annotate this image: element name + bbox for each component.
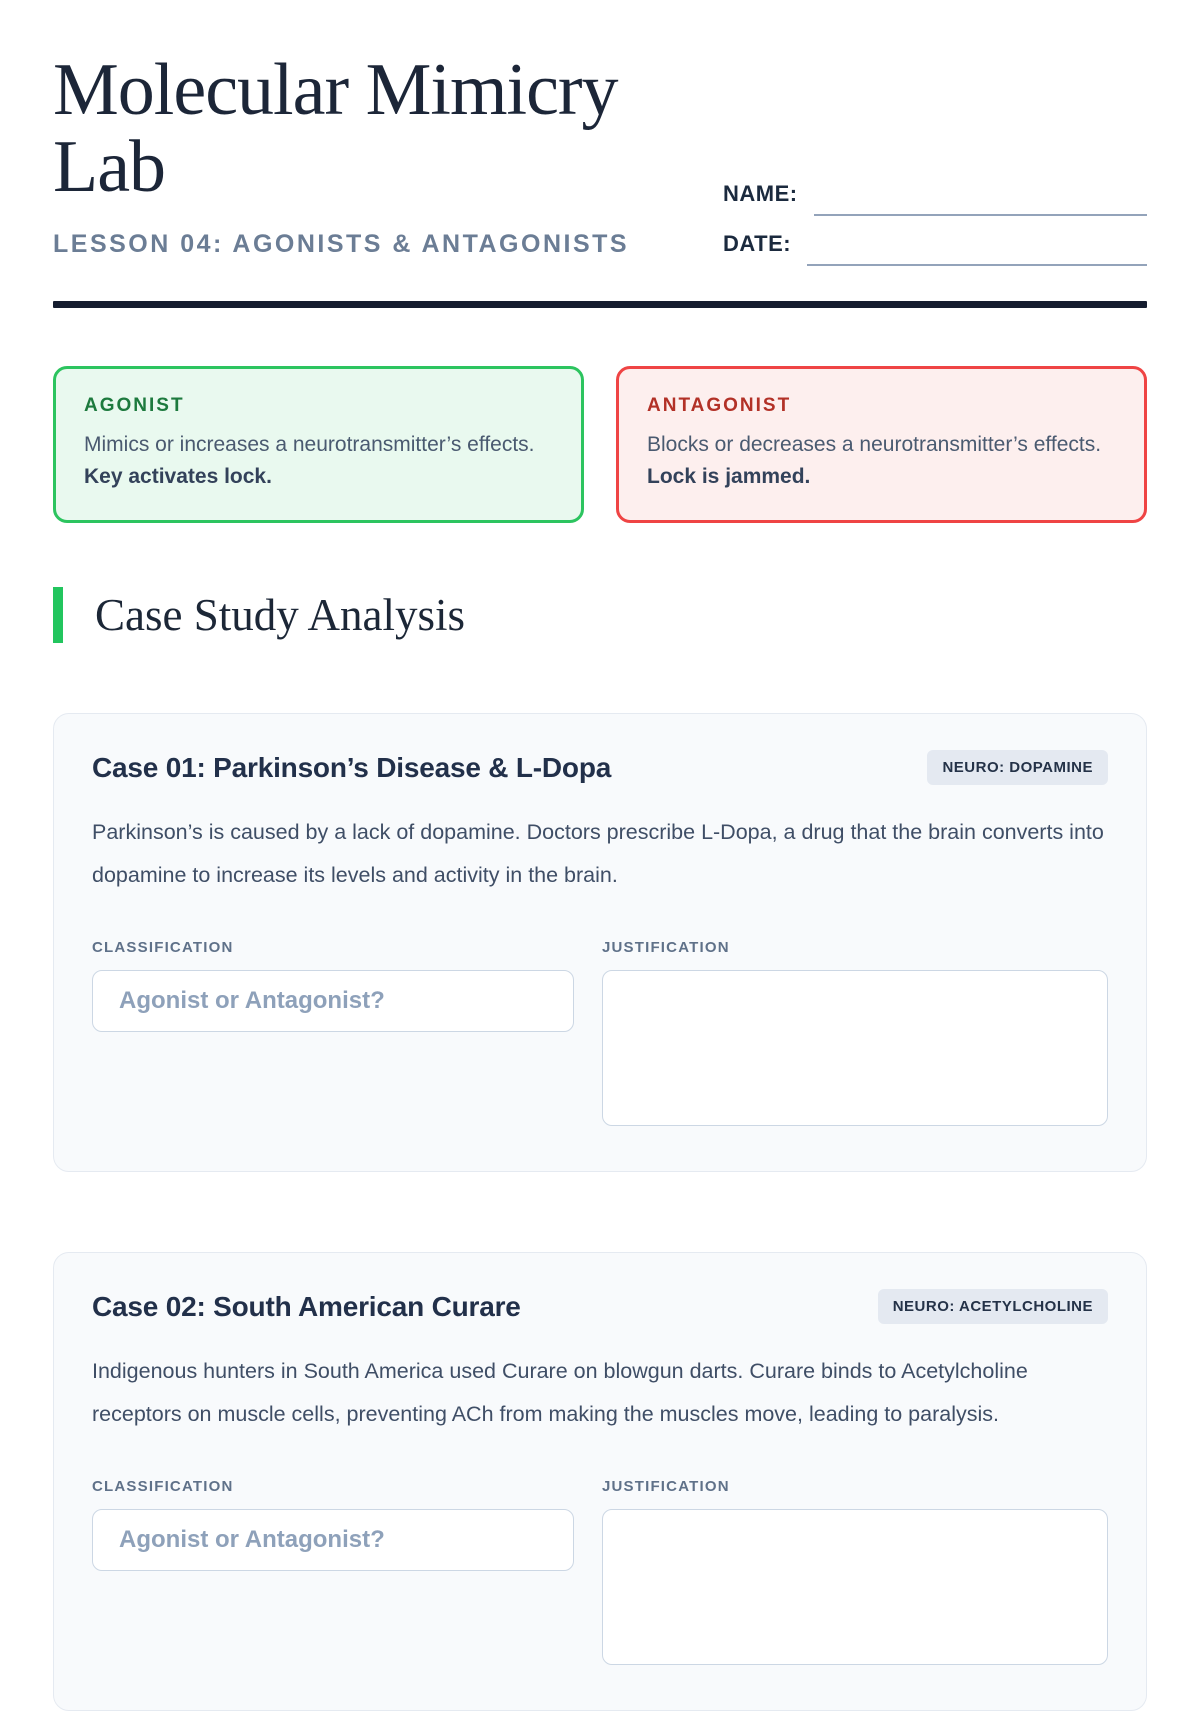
lesson-subtitle: LESSON 04: AGONISTS & ANTAGONISTS xyxy=(53,229,630,258)
section-title: Case Study Analysis xyxy=(95,590,466,640)
case-01-justification-field xyxy=(602,939,1108,1131)
case-01-body: Parkinson’s is caused by a lack of dopamine. Doctors prescribe L-Dopa, a drug that the brain converts into dopamine to increase its levels and activity in the brain. xyxy=(92,820,1104,887)
case-02-fields xyxy=(92,1478,1108,1670)
case-01-justification-textarea[interactable] xyxy=(602,970,1108,1126)
case-02-body: Indigenous hunters in South America used Curare on blowgun darts. Curare binds to Acetylcholine receptors on muscle cells, preventing ACh from making the muscles move, leading to paralysis. xyxy=(92,1359,1028,1426)
case-01-classification-field xyxy=(92,939,574,1032)
agonist-description-text: Mimics or increases a neurotransmitter’s effects. xyxy=(84,432,535,456)
agonist-description xyxy=(84,429,553,494)
case-01-title-row xyxy=(92,750,1108,785)
case-02-neuro-badge: NEURO: ACETYLCHOLINE xyxy=(878,1289,1108,1324)
antagonist-description-text: Blocks or decreases a neurotransmitter’s effects. xyxy=(647,432,1102,456)
date-field-line[interactable] xyxy=(807,242,1147,266)
date-label: DATE: xyxy=(723,230,792,256)
name-field-line[interactable] xyxy=(814,192,1147,216)
header xyxy=(53,49,1147,259)
case-01-fields xyxy=(92,939,1108,1131)
name-label: NAME: xyxy=(723,180,798,206)
case-02-title: Case 02: South American Curare xyxy=(92,1290,521,1322)
classification-label: CLASSIFICATION xyxy=(92,1478,234,1495)
case-02-classification-field xyxy=(92,1478,574,1571)
agonist-term: AGONIST xyxy=(84,394,185,416)
name-row xyxy=(723,181,1147,207)
agonist-description-emphasis: Key activates lock. xyxy=(84,465,272,489)
case-02-justification-textarea[interactable] xyxy=(602,1509,1108,1665)
date-row xyxy=(723,231,1147,257)
section-heading xyxy=(53,587,1147,643)
page-title xyxy=(53,49,701,208)
header-divider xyxy=(53,301,1147,308)
antagonist-term: ANTAGONIST xyxy=(647,394,792,416)
case-card-01 xyxy=(53,713,1147,1172)
case-01-classification-input[interactable] xyxy=(92,970,574,1032)
case-02-justification-field xyxy=(602,1478,1108,1670)
definition-boxes xyxy=(53,366,1147,523)
case-01-title: Case 01: Parkinson’s Disease & L-Dopa xyxy=(92,751,612,783)
case-card-02 xyxy=(53,1252,1147,1711)
antagonist-definition-box xyxy=(616,366,1147,523)
justification-label: JUSTIFICATION xyxy=(601,939,730,956)
page-title-line1: Molecular Mimicry xyxy=(53,49,618,131)
header-title-block xyxy=(53,49,701,259)
case-02-classification-input[interactable] xyxy=(92,1509,574,1571)
agonist-definition-box xyxy=(53,366,584,523)
section-accent-bar xyxy=(53,587,63,643)
name-date-block xyxy=(723,181,1147,259)
antagonist-description xyxy=(647,429,1116,494)
case-02-title-row xyxy=(92,1289,1108,1324)
antagonist-description-emphasis: Lock is jammed. xyxy=(647,465,811,489)
justification-label: JUSTIFICATION xyxy=(601,1478,730,1495)
case-01-neuro-badge: NEURO: DOPAMINE xyxy=(927,750,1108,785)
classification-label: CLASSIFICATION xyxy=(92,939,234,956)
page-title-line2: Lab xyxy=(53,125,166,208)
